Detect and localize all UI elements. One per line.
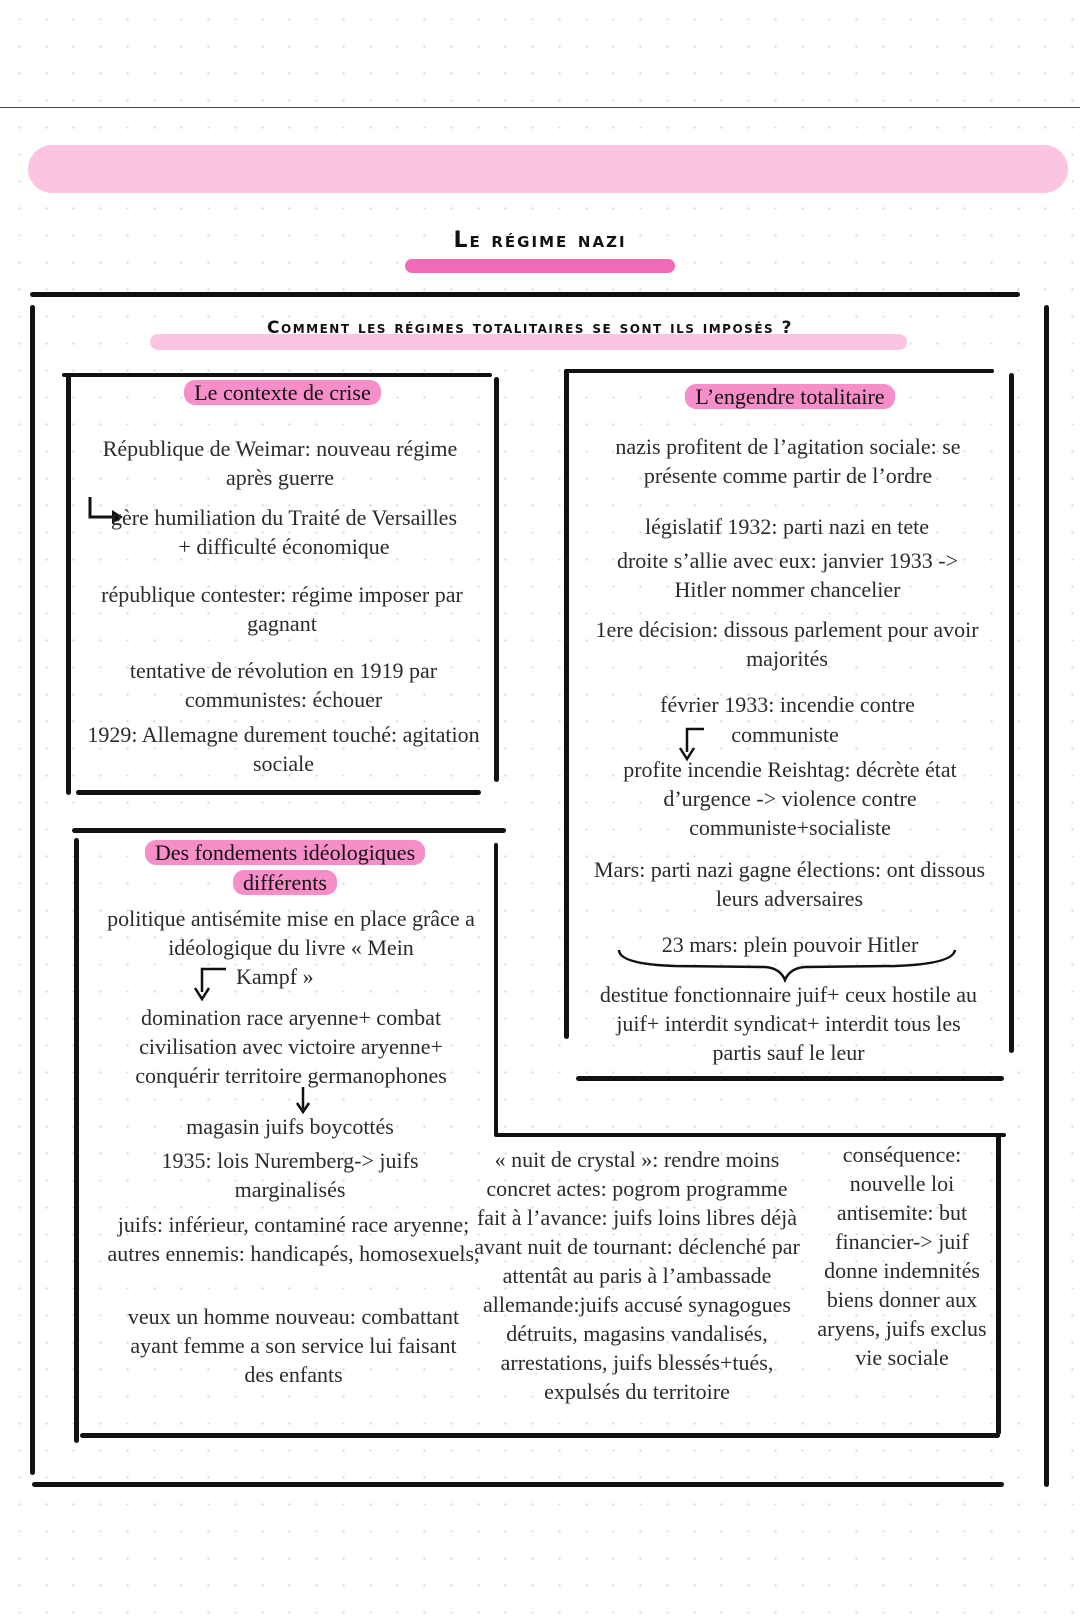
fondements-p6: veux un homme nouveau: combattant ayant femme a son service lui faisant des enfants — [127, 1304, 460, 1387]
engendre-p1: nazis profitent de l’agitation sociale: se présente comme partir de l’ordre — [615, 434, 961, 488]
contexte-box-left — [66, 373, 71, 795]
fondements-p1a: politique antisémite mise en place grâce a idéologique du livre « Mein — [107, 906, 475, 960]
fondements-box-left — [74, 838, 79, 1443]
consequence-text: conséquence: nouvelle loi antisemite: but financier-> juif donne indemnités biens donner aux aryens, juifs exclus vie sociale — [817, 1142, 987, 1370]
crystal-box-top — [494, 1133, 1006, 1137]
engendre-p7: Mars: parti nazi gagne élections: ont dissous leurs adversaires — [593, 857, 986, 911]
fondements-box-bottom — [80, 1433, 1000, 1438]
top-rule — [0, 107, 1080, 108]
contexte-box-bottom — [76, 790, 481, 795]
outer-frame-top — [30, 292, 1020, 297]
page-title: Le régime nazi — [453, 228, 627, 253]
contexte-box-right — [494, 377, 499, 782]
outer-frame-bottom — [32, 1482, 1004, 1487]
fondements-p3: magasin juifs boycottés — [186, 1114, 394, 1139]
engendre-p3: droite s’allie avec eux: janvier 1933 -> Hitler nommer chancelier — [616, 548, 959, 602]
contexte-heading: Le contexte de crise — [80, 380, 485, 406]
engendre-heading: L’engendre totalitaire — [590, 384, 990, 410]
engendre-p8: 23 mars: plein pouvoir Hitler — [661, 932, 919, 957]
fondements-box-top — [72, 828, 506, 833]
contexte-p5: 1929: Allemagne durement touché: agitation sociale — [87, 722, 480, 776]
page-subtitle: Comment les régimes totalitaires se sont ils imposés ? — [267, 318, 793, 338]
fondements-p5: juifs: inférieur, contaminé race aryenne; autres ennemis: handicapés, homosexuels, — [107, 1212, 480, 1266]
engendre-p9: destitue fonctionnaire juif+ ceux hostile au juif+ interdit syndicat+ interdit tous les partis sauf le leur — [599, 982, 978, 1065]
title-highlight — [405, 259, 675, 273]
engendre-p5a: février 1933: incendie contre — [660, 692, 915, 717]
pink-banner — [28, 145, 1068, 193]
fondements-p1b: Kampf » — [236, 964, 314, 989]
contexte-p2: gère humiliation du Traité de Versailles + difficulté économique — [110, 505, 458, 559]
engendre-box-right — [1009, 373, 1014, 1053]
engendre-box-bottom — [576, 1076, 1004, 1081]
crystal-box-right — [996, 1135, 1001, 1435]
fondements-p4: 1935: lois Nuremberg-> juifs marginalisés — [161, 1148, 419, 1202]
fondements-heading: Des fondements idéologiques différents — [90, 838, 480, 898]
contexte-box-top — [62, 373, 492, 377]
contexte-p3: république contester: régime imposer par gagnant — [101, 582, 463, 636]
engendre-p2: législatif 1932: parti nazi en tete — [644, 514, 930, 539]
contexte-p1: République de Weimar: nouveau régime après guerre — [102, 436, 458, 490]
engendre-p5b: communiste — [731, 722, 839, 747]
engendre-p4: 1ere décision: dissous parlement pour avoir majorités — [595, 617, 979, 671]
engendre-box-left — [564, 369, 569, 1039]
fondements-box-inner-vertical — [494, 843, 498, 1135]
outer-frame-right — [1044, 305, 1049, 1487]
engendre-box-top — [564, 369, 994, 373]
down-turn-arrow-icon — [188, 966, 228, 1002]
contexte-p4: tentative de révolution en 1919 par communistes: échouer — [129, 658, 438, 712]
down-arrow-icon — [293, 1085, 313, 1115]
crystal-text: « nuit de crystal »: rendre moins concret actes: pogrom programme fait à l’avance: juifs loins libres déjà avant nuit de tournant: déclenché par attentât au paris à l’ambassade allemande:juifs accusé synagogues détruits, magasins vandalisés, arrestations, juifs blessés+tués, expulsés du territoire — [474, 1147, 800, 1404]
engendre-p6: profite incendie Reishtag: décrète état d’urgence -> violence contre communiste+socialiste — [623, 757, 957, 840]
outer-frame-left — [30, 305, 35, 1475]
fondements-p2: domination race aryenne+ combat civilisation avec victoire aryenne+ conquérir territoire germanophones — [135, 1005, 447, 1088]
